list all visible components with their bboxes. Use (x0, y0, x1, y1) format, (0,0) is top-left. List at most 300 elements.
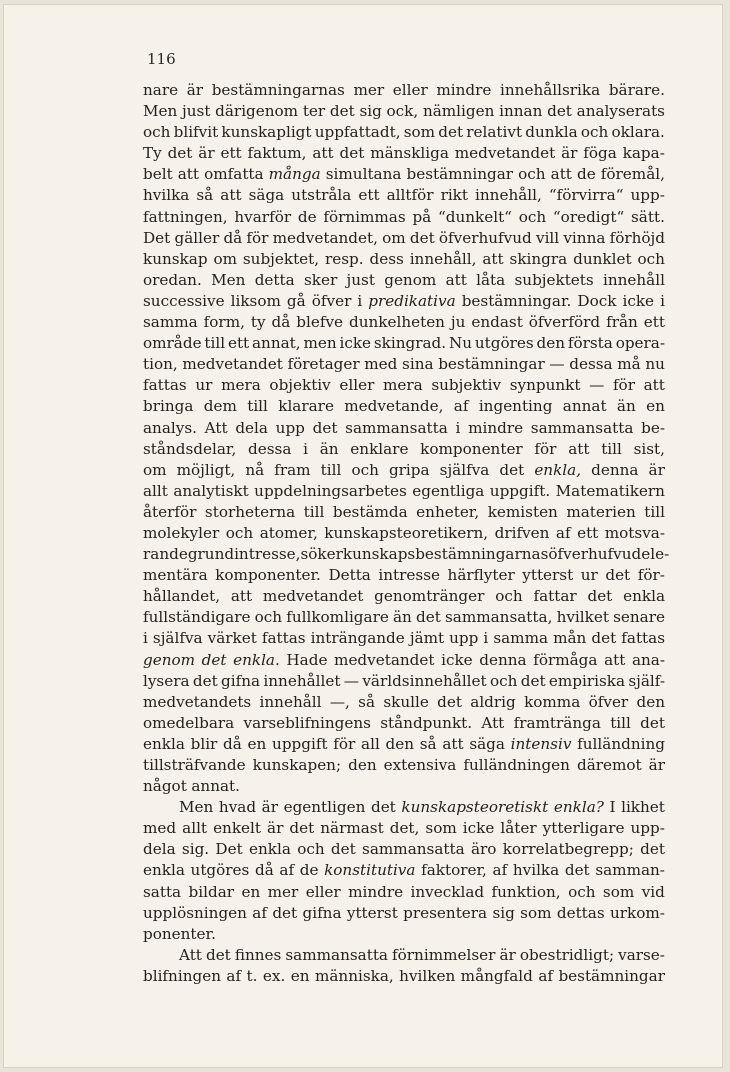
word: —, (329, 692, 350, 711)
italic-word: enkla? (553, 798, 604, 817)
word: den (536, 334, 566, 353)
word: mindre (436, 81, 492, 99)
word: den (636, 692, 665, 711)
word: det (192, 671, 218, 690)
word: må (617, 355, 641, 374)
word: hvilket (556, 608, 609, 627)
word: samma (493, 629, 549, 648)
italic-word: predikativa (368, 291, 456, 310)
text-line (143, 439, 665, 460)
word: Ty (143, 144, 162, 163)
word: Hade (286, 650, 328, 669)
word: ur (580, 566, 598, 585)
word: medvetandet (182, 355, 283, 374)
word: fattas (261, 629, 306, 648)
word: är (648, 756, 665, 774)
word: uppgift (272, 734, 328, 753)
text-line (143, 249, 665, 270)
word: är (648, 460, 665, 479)
text-line (143, 523, 665, 544)
word: då (223, 228, 243, 247)
word: själfva (152, 629, 203, 648)
word: och (351, 460, 379, 479)
word: till (247, 397, 268, 416)
word: i (660, 291, 665, 310)
word: ett (227, 334, 250, 353)
word: gripa (388, 460, 430, 479)
word: Att (481, 713, 505, 732)
page-number: 116 (147, 50, 176, 68)
word: förhöjd (609, 228, 665, 247)
text-line (143, 692, 665, 713)
word: ock, (386, 102, 419, 121)
italic-word: intensiv (510, 734, 572, 753)
word: likhet (621, 798, 665, 817)
word: är (561, 144, 578, 163)
word: de (297, 207, 317, 226)
word: bringa (143, 397, 194, 416)
text-line (143, 228, 665, 249)
word: världsinnehållet (362, 671, 487, 690)
text-line (143, 818, 665, 839)
word: innan (499, 102, 543, 121)
word: blifvit (173, 123, 219, 142)
word: det (547, 102, 572, 121)
text-line (143, 270, 665, 291)
word: en (241, 882, 261, 901)
word: blefve (296, 313, 344, 332)
word: nu (645, 355, 665, 374)
word: bestämningarnas (211, 81, 345, 99)
word: område (143, 334, 202, 353)
word: extensiva (383, 756, 457, 774)
word: genom (384, 270, 437, 289)
word: sammansatta (362, 840, 465, 859)
word: medvetande, (344, 397, 444, 416)
word: successive (143, 291, 225, 310)
word: som (602, 882, 635, 901)
word: att (177, 165, 200, 184)
word: dessa (248, 439, 292, 458)
word: icke (441, 650, 473, 669)
word: vid (641, 882, 665, 901)
word: det (640, 713, 665, 732)
word: det (499, 460, 525, 479)
word: ståndsdelar, (143, 439, 237, 458)
text-line (143, 164, 665, 185)
book-page (3, 4, 723, 1068)
word: omfatta (204, 165, 264, 184)
word: medvetandet (454, 144, 556, 163)
word: innehåll, (475, 186, 542, 205)
word: till (610, 713, 631, 732)
word: i (303, 439, 308, 458)
word: utgöres (190, 861, 250, 880)
word: dess (369, 249, 404, 268)
word: för (246, 228, 269, 247)
word: själf- (628, 671, 665, 690)
word: sig (359, 102, 382, 121)
word: det (520, 671, 546, 690)
word: förmåga (533, 650, 598, 669)
word: ståndpunkt. (380, 713, 473, 732)
word: intresse (378, 566, 440, 585)
word: att (312, 144, 334, 163)
word: möjligt, (176, 460, 236, 479)
word: komponenter (420, 439, 523, 458)
word: Men (143, 102, 178, 121)
word: simultana (325, 165, 402, 184)
text-line (143, 418, 665, 439)
word: öfver (588, 692, 629, 711)
word: denna (591, 460, 639, 479)
word: om (213, 249, 237, 268)
word: analyserats (576, 102, 665, 121)
word: egentligen (283, 798, 366, 817)
word: enkla (143, 861, 185, 880)
word: tion, (143, 355, 178, 374)
word: att (482, 249, 504, 268)
word: jämt (409, 629, 445, 648)
word: i (483, 629, 489, 648)
word: låter (500, 819, 537, 838)
word: motsva- (604, 523, 665, 542)
word: eller (339, 376, 375, 395)
text-line (143, 207, 665, 228)
word: bestämningar (558, 966, 665, 985)
word: allt (182, 819, 208, 838)
word: upp- (630, 819, 665, 838)
word: och (489, 671, 518, 690)
word: annat (562, 397, 607, 416)
word: fattas (143, 376, 187, 395)
word: förnimmelser (392, 945, 496, 964)
word: gifna (221, 671, 261, 690)
text-line (143, 860, 665, 881)
word: ingenting (478, 397, 553, 416)
word: uppdelningsarbetes (254, 481, 407, 500)
word: det (330, 840, 356, 859)
word: samman- (595, 861, 665, 880)
text-line (143, 333, 665, 354)
word: en (247, 734, 267, 753)
word: klarare (278, 397, 334, 416)
word: analys. (143, 418, 197, 437)
word: all (361, 734, 380, 753)
word: nare (143, 81, 179, 99)
word: egentliga (412, 481, 485, 500)
text-line (143, 882, 665, 903)
word: faktum, (247, 144, 307, 163)
text-line (143, 586, 665, 607)
word: söker (300, 545, 343, 564)
word: Matematikern (555, 481, 665, 500)
word: öfver (311, 291, 352, 310)
word: öfverhufvud (548, 545, 642, 564)
text-line (143, 185, 665, 206)
word: det (339, 144, 365, 163)
word: än (616, 397, 636, 416)
word: medvetandet (262, 587, 364, 606)
italic-word: enkla, (534, 460, 582, 479)
word: mentära (143, 566, 208, 585)
word: af (279, 861, 295, 880)
word: subjektets (514, 270, 594, 289)
word: af (453, 397, 469, 416)
word: sist, (633, 439, 665, 458)
word: än (392, 608, 412, 627)
word: bestämningar. (461, 291, 572, 310)
word: i (357, 291, 363, 310)
word: något (143, 777, 187, 796)
text-line (143, 924, 665, 945)
word: det (640, 840, 665, 859)
word: af (492, 861, 508, 880)
word: om (382, 228, 406, 247)
word: låta (476, 270, 506, 289)
word: och (495, 587, 523, 606)
word: storheterna (204, 502, 296, 521)
word: och (568, 882, 596, 901)
word: att (442, 734, 464, 753)
word: medvetandets (143, 692, 252, 711)
word: fullständigare (143, 608, 251, 627)
word: ponenter. (143, 924, 216, 943)
word: som (520, 903, 552, 922)
text-line (143, 734, 665, 755)
word: för (612, 376, 635, 395)
word: genomtränger (374, 587, 485, 606)
text-line (143, 375, 665, 396)
word: så (196, 186, 214, 205)
word: förnimmas (323, 207, 406, 226)
word: de (299, 861, 319, 880)
word: det (587, 587, 613, 606)
word: af (555, 523, 571, 542)
italic-word: genom (143, 650, 196, 669)
word: relativt (466, 123, 523, 142)
word: vill (535, 228, 560, 247)
word: tillsträfvande (143, 756, 246, 774)
word: eller (305, 882, 341, 901)
word: sina (402, 355, 434, 374)
word: sätt. (631, 207, 665, 226)
word: gå (286, 291, 306, 310)
word: ytterligare (542, 819, 625, 838)
word: och (143, 123, 171, 142)
word: finnes (234, 945, 282, 964)
word: att (230, 587, 253, 606)
word: första (567, 334, 613, 353)
word: Detta (328, 566, 371, 585)
text-line (143, 903, 665, 924)
word: utgöres (474, 334, 534, 353)
word: öfverförd (528, 313, 601, 332)
word: objektiv (269, 376, 331, 395)
word: utstråla (291, 186, 352, 205)
text-line (143, 544, 670, 565)
word: för- (637, 566, 665, 585)
word: rikt (440, 186, 468, 205)
word: allt (143, 481, 168, 500)
word: Nu (448, 334, 473, 353)
word: nå (245, 460, 265, 479)
word: mån (553, 629, 587, 648)
word: sker (303, 270, 338, 289)
word: empiriska (548, 671, 626, 690)
word: de (576, 165, 596, 184)
word: samma (143, 313, 198, 332)
word: medvetandet, (272, 228, 378, 247)
word: det (409, 228, 435, 247)
text-line (143, 713, 665, 734)
text-line (143, 143, 665, 164)
word: är (198, 144, 215, 163)
word: innehållet (263, 671, 341, 690)
word: det (415, 608, 441, 627)
word: dela (143, 840, 176, 859)
word: fullkomligare (286, 608, 389, 627)
word: ex. (262, 966, 286, 985)
word: däremot (576, 756, 642, 774)
word: en (290, 966, 310, 985)
word: Det (143, 228, 171, 247)
text-line (143, 671, 665, 692)
word: fattar (533, 587, 577, 606)
word: att (220, 186, 242, 205)
word: gifna (302, 903, 342, 922)
word: hvarför (234, 207, 292, 226)
word: urkom- (609, 903, 665, 922)
word: mer (267, 882, 299, 901)
word: skulle (383, 692, 429, 711)
word: varseblifningens (243, 713, 371, 732)
text-line (143, 101, 665, 122)
word: icke (622, 291, 655, 310)
text-line (143, 966, 665, 987)
word: säga (248, 186, 285, 205)
word: synpunkt (509, 376, 581, 395)
word: den (385, 734, 415, 753)
word: kunskapligt (221, 123, 312, 142)
word: sammansatta (285, 945, 388, 964)
text-line (143, 650, 665, 671)
word: Att (179, 945, 202, 964)
word: sammansatta, (444, 608, 553, 627)
word: kunskap (143, 249, 208, 268)
word: då (271, 313, 291, 332)
word: om (143, 460, 167, 479)
word: ett (643, 313, 665, 332)
word: än (319, 439, 339, 458)
word: och (254, 608, 283, 627)
word: är (267, 819, 284, 838)
word: ytterst (346, 903, 398, 922)
italic-word: konstitutiva (324, 861, 416, 880)
word: att (604, 650, 626, 669)
word: korrelatbegrepp; (502, 840, 634, 859)
word: aldrig (470, 692, 516, 711)
text-line (143, 839, 665, 860)
word: ett (220, 144, 242, 163)
word: hvilken (399, 966, 456, 985)
word: det, (389, 819, 420, 838)
word: föga (583, 144, 617, 163)
word: då (254, 861, 274, 880)
word: så (419, 734, 437, 753)
word: eller (392, 81, 428, 99)
text-line (143, 945, 665, 966)
word: och (518, 165, 546, 184)
word: alltför (386, 186, 434, 205)
word: kunskapsbestämningarnas (342, 545, 549, 564)
word: bildar (188, 882, 235, 901)
word: föremål, (600, 165, 665, 184)
word: framtränga (513, 713, 601, 732)
word: varse- (618, 945, 665, 964)
word: innehåll (259, 692, 322, 711)
word: ett (358, 186, 380, 205)
word: atomer, (259, 523, 318, 542)
word: fram (274, 460, 311, 479)
word: dunkla (525, 123, 578, 142)
word: fattas (621, 629, 665, 648)
word: äro (470, 840, 497, 859)
word: icke (462, 819, 495, 838)
word: det (437, 692, 462, 711)
word: “förvirra“ (548, 186, 624, 205)
word: den (348, 756, 377, 774)
word: och (637, 249, 665, 268)
word: af (226, 966, 242, 985)
text-line (143, 460, 665, 481)
word: sig (492, 903, 515, 922)
word: enheter, (416, 502, 480, 521)
word: härflyter (447, 566, 515, 585)
word: är (186, 81, 204, 99)
word: Men (211, 270, 246, 289)
word: komma (524, 692, 581, 711)
word: Men (179, 798, 214, 817)
word: och (297, 840, 325, 859)
text-line (143, 80, 665, 101)
word: vinna (563, 228, 606, 247)
word: be- (641, 418, 665, 437)
word: det (605, 566, 631, 585)
word: säga (469, 734, 505, 753)
word: till (303, 502, 325, 521)
word: det (205, 945, 231, 964)
word: människa, (314, 966, 394, 985)
word: kapa- (622, 144, 665, 163)
word: analytiskt (173, 481, 249, 500)
italic-word: det (201, 650, 227, 669)
word: i (143, 629, 148, 648)
word: mer (353, 81, 385, 99)
word: hållandet, (143, 587, 221, 606)
word: att (643, 376, 665, 395)
word: enkelt (213, 819, 261, 838)
word: upp (275, 418, 305, 437)
word: bestämda (332, 502, 408, 521)
word: enkla (249, 840, 291, 859)
word: från (606, 313, 638, 332)
word: sig. (181, 840, 210, 859)
word: t. (246, 966, 258, 985)
word: som (403, 123, 436, 142)
word: oklara. (611, 123, 665, 142)
word: ju (450, 313, 466, 332)
